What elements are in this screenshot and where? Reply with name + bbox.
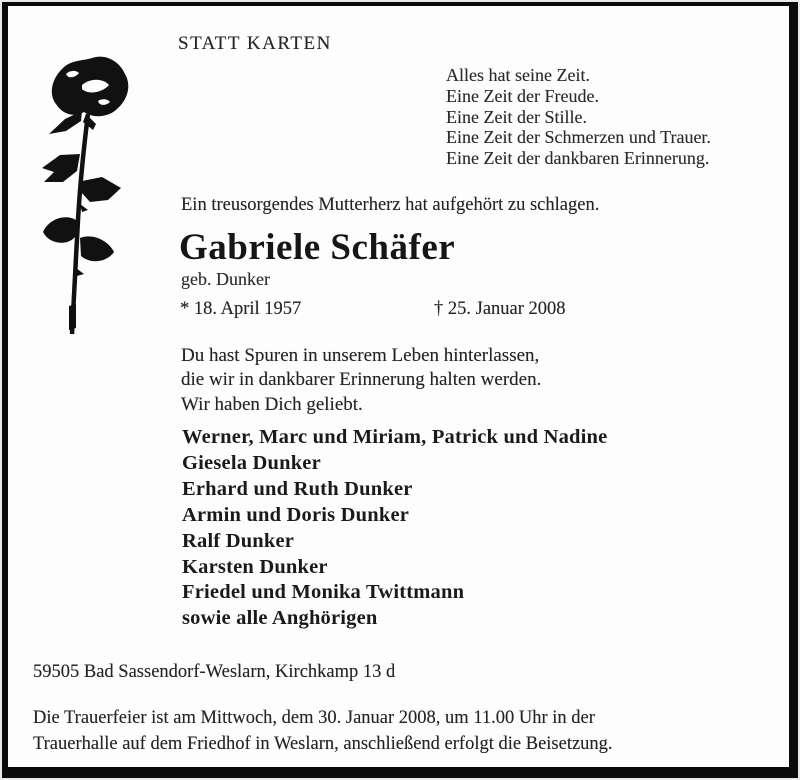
header-statt-karten: STATT KARTEN bbox=[178, 33, 332, 54]
death-date: † 25. Januar 2008 bbox=[434, 299, 566, 319]
mourner-line: Karsten Dunker bbox=[182, 555, 328, 578]
poem-line: Eine Zeit der Stille. bbox=[446, 106, 587, 127]
tribute-line: Wir haben Dich geliebt. bbox=[181, 393, 363, 415]
tribute-line: die wir in dankbarer Erinnerung halten werden. bbox=[181, 369, 542, 391]
poem-line: Alles hat seine Zeit. bbox=[446, 65, 590, 85]
tribute-block bbox=[181, 344, 541, 417]
funeral-line: Trauerhalle auf dem Friedhof in Weslarn, anschließend erfolgt die Beisetzung. bbox=[33, 734, 613, 754]
mourner-line: Friedel und Monika Twittmann bbox=[182, 581, 465, 604]
tribute-line: Du hast Spuren in unserem Leben hinterlassen, bbox=[181, 345, 540, 366]
poem-line: Eine Zeit der Freude. bbox=[446, 85, 599, 106]
rose-icon bbox=[36, 54, 138, 342]
address-line: 59505 Bad Sassendorf-Weslarn, Kirchkamp 13 d bbox=[33, 662, 396, 682]
mourner-line: Erhard und Ruth Dunker bbox=[182, 477, 413, 500]
mourner-line: Ralf Dunker bbox=[182, 529, 295, 552]
mourner-line: Werner, Marc und Miriam, Patrick und Nadine bbox=[182, 426, 608, 448]
mourner-line: sowie alle Anghörigen bbox=[182, 607, 378, 630]
deceased-name: Gabriele Schäfer bbox=[179, 227, 456, 268]
poem-line: Eine Zeit der Schmerzen und Trauer. bbox=[446, 127, 711, 148]
intro-line: Ein treusorgendes Mutterherz hat aufgehört zu schlagen. bbox=[181, 195, 600, 215]
mourner-line: Giesela Dunker bbox=[182, 451, 321, 474]
mourners-list bbox=[182, 425, 607, 632]
funeral-info bbox=[33, 705, 613, 757]
funeral-line: Die Trauerfeier ist am Mittwoch, dem 30. Januar 2008, um 11.00 Uhr in der bbox=[33, 708, 595, 728]
poem-line: Eine Zeit der dankbaren Erinnerung. bbox=[446, 148, 710, 169]
mourner-line: Armin und Doris Dunker bbox=[182, 503, 410, 526]
birth-date: * 18. April 1957 bbox=[180, 299, 302, 319]
poem-block bbox=[446, 65, 711, 169]
obituary-paper bbox=[8, 6, 789, 767]
maiden-name: geb. Dunker bbox=[181, 269, 270, 289]
